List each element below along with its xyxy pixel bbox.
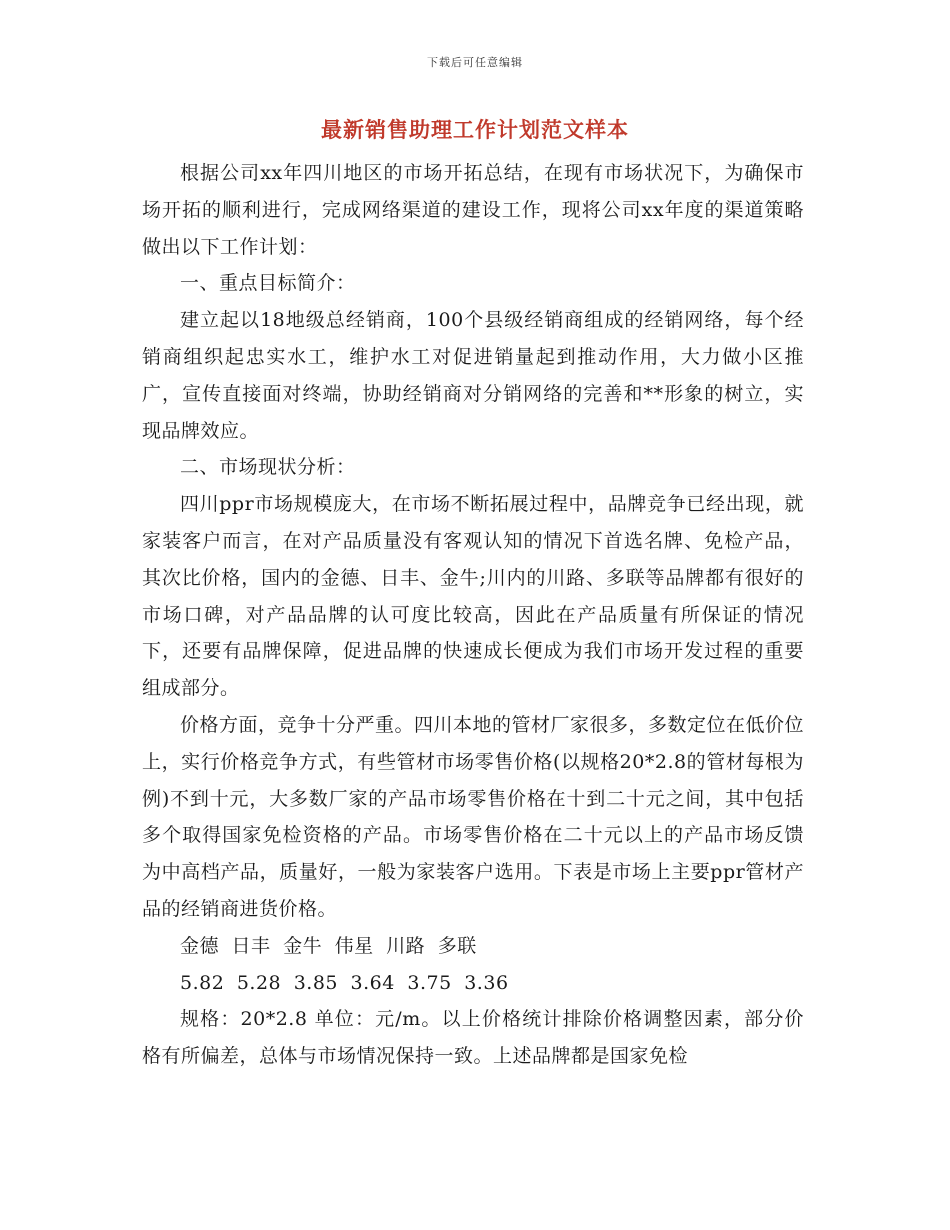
paragraph-market: 四川ppr市场规模庞大，在市场不断拓展过程中，品牌竞争已经出现，就家装客户而言，在对产品质量没有客观认知的情况下首选名牌、免检产品，其次比价格，国内的金德、日丰、金牛;川内的川路、多联等品牌都有很好的市场口碑，对产品品牌的认可度比较高，因此在产品质量有所保证的情况下，还要有品牌保障，促进品牌的快速成长便成为我们市场开发过程的重要组成部分。 [142,493,804,700]
paragraph-spec: 规格：20*2.8 单位：元/m。以上价格统计排除价格调整因素，部分价格有所偏差，总体与市场情况保持一致。上述品牌都是国家免检 [142,1008,804,1068]
paragraph-intro: 根据公司xx年四川地区的市场开拓总结，在现有市场状况下，为确保市场开拓的顺利进行，完成网络渠道的建设工作，现将公司xx年度的渠道策略做出以下工作计划： [142,162,804,258]
header-note: 下载后可任意编辑 [427,56,523,69]
brand-list: 金德 日丰 金牛 伟星 川路 多联 [180,934,477,957]
paragraph-goals: 建立起以18地级总经销商，100个县级经销商组成的经销网络，每个经销商组织起忠实水工，维护水工对促进销量起到推动作用，大力做小区推广，宣传直接面对终端，协助经销商对分销网络的完善和**形象的树立，实现品牌效应。 [142,309,804,442]
section-heading-2: 二、市场现状分析： [180,456,356,479]
price-list: 5.82 5.28 3.85 3.64 3.75 3.36 [180,971,509,994]
paragraph-price: 价格方面，竞争十分严重。四川本地的管材厂家很多，多数定位在低价位上，实行价格竞争方式，有些管材市场零售价格(以规格20*2.8的管材每根为例)不到十元，大多数厂家的产品市场零售价格在十到二十元之间，其中包括多个取得国家免检资格的产品。市场零售价格在二十元以上的产品市场反馈为中高档产品，质量好，一般为家装客户选用。下表是市场上主要ppr管材产品的经销商进货价格。 [142,713,805,920]
section-heading-1: 一、重点目标简介： [180,272,356,295]
document-body [142,155,804,1075]
document-title: 最新销售助理工作计划范文样本 [321,117,629,142]
